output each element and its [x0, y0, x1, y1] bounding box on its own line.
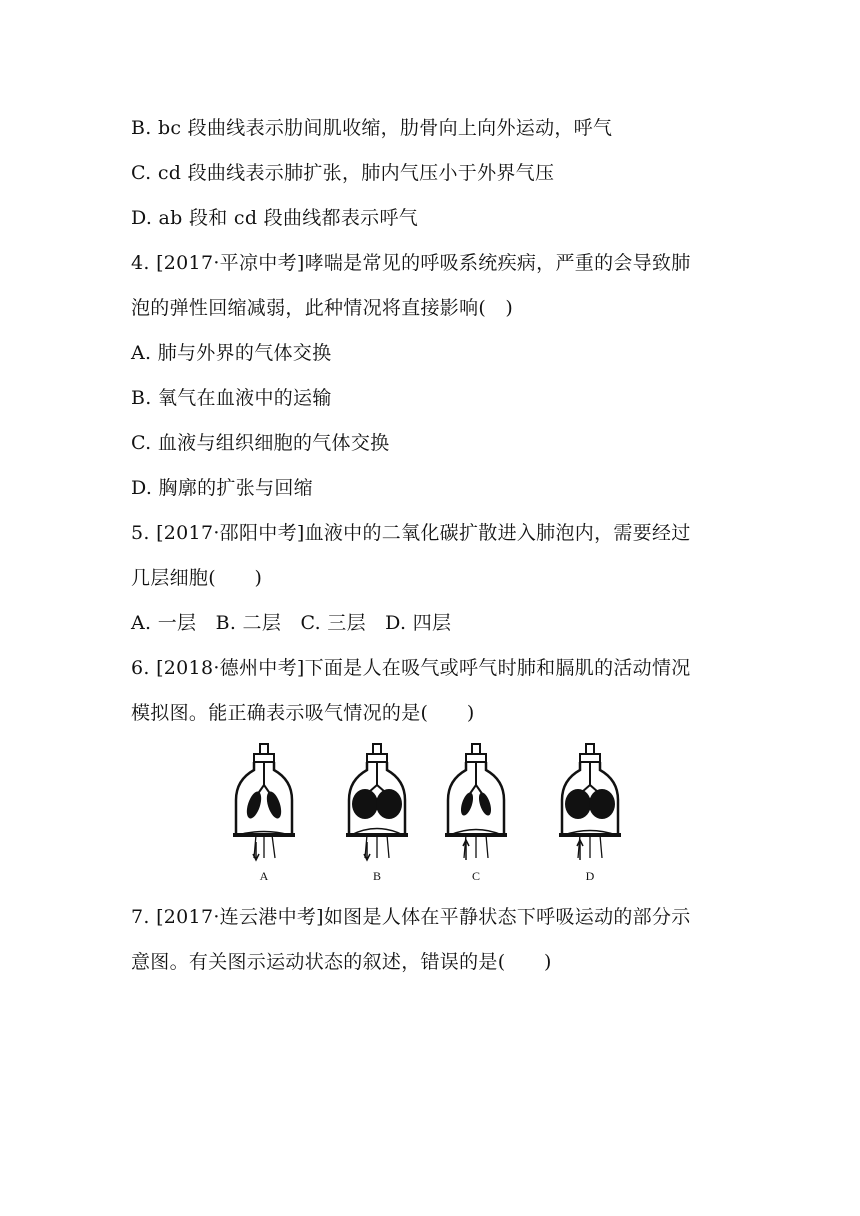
question-5-options: A. 一层 B. 二层 C. 三层 D. 四层 [131, 612, 452, 634]
question-3-option-b: B. bc 段曲线表示肋间肌收缩，肋骨向上向外运动，呼气 [131, 117, 613, 139]
model-d [559, 744, 621, 883]
question-4-option-d: D. 胸廓的扩张与回缩 [131, 477, 313, 499]
question-5-stem-line-2: 几层细胞( ) [131, 567, 263, 589]
bell-jar-figure-svg [224, 740, 634, 885]
question-3-option-c: C. cd 段曲线表示肺扩张，肺内气压小于外界气压 [131, 162, 555, 184]
model-c [445, 744, 507, 883]
question-6-stem-line-2: 模拟图。能正确表示吸气情况的是( ) [131, 702, 475, 724]
question-4-option-a: A. 肺与外界的气体交换 [131, 342, 332, 364]
model-b-label: B [372, 869, 382, 883]
question-4-option-c: C. 血液与组织细胞的气体交换 [131, 432, 390, 454]
question-5-stem-line-1: 5. [2017·邵阳中考]血液中的二氧化碳扩散进入肺泡内，需要经过 [131, 522, 691, 544]
bell-jar-lung-model-figure [224, 740, 634, 885]
model-a [233, 744, 295, 883]
question-4-stem-line-2: 泡的弹性回缩减弱，此种情况将直接影响( ) [131, 297, 514, 319]
model-d-label: D [585, 869, 595, 883]
model-a-label: A [259, 869, 269, 883]
question-7-stem-line-1: 7. [2017·连云港中考]如图是人体在平静状态下呼吸运动的部分示 [131, 906, 691, 928]
question-6-stem-line-1: 6. [2018·德州中考]下面是人在吸气或呼气时肺和膈肌的活动情况 [131, 657, 691, 679]
model-b [346, 744, 408, 883]
question-7-stem-line-2: 意图。有关图示运动状态的叙述，错误的是( ) [131, 951, 552, 973]
model-c-label: C [471, 869, 481, 883]
question-4-option-b: B. 氧气在血液中的运输 [131, 387, 332, 409]
question-4-stem-line-1: 4. [2017·平凉中考]哮喘是常见的呼吸系统疾病，严重的会导致肺 [131, 252, 691, 274]
question-3-option-d: D. ab 段和 cd 段曲线都表示呼气 [131, 207, 419, 229]
